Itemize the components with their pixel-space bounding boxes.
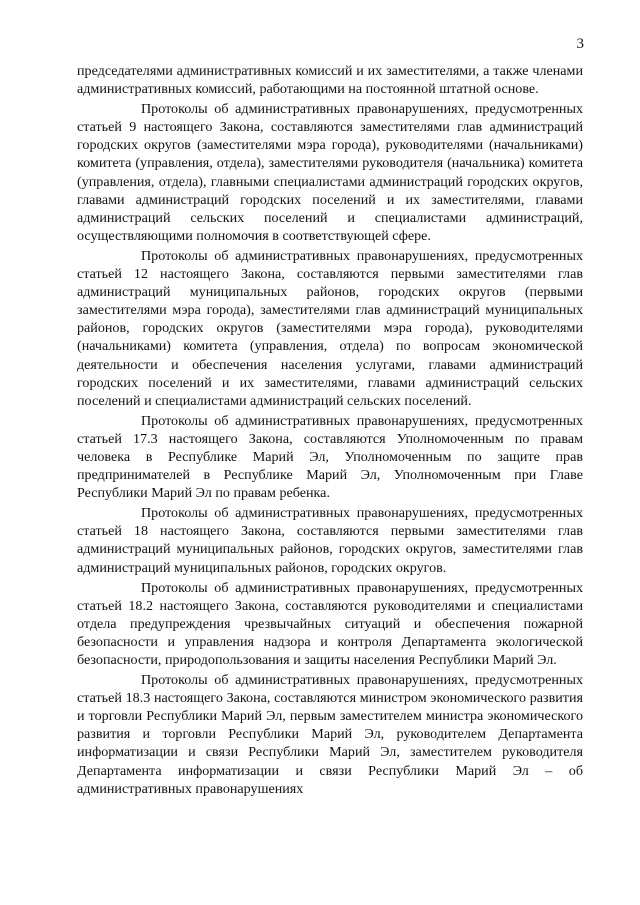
paragraph-2: Протоколы об административных правонарушениях, предусмотренных статьей 9 настоящего Закона, составляются заместителями глав администраций городских округов (заместителями мэра города), руководителями (начальниками) комитета (управления, отдела), заместителями руководителя (начальника) комитета (управления, отдела), главными специалистами администраций городских округов, главами администраций городских поселений и их заместителями, главами администраций сельских поселений и специалистами администраций, осуществляющими полномочия в соответствующей сфере. <box>77 101 583 244</box>
paragraph-7: Протоколы об административных правонарушениях, предусмотренных статьей 18.3 настоящего Закона, составляются министром экономического развития и торговли Республики Марий Эл, первым заместителем министра экономического развития и торговли Республики Марий Эл, руководителем Департамента информатизации и связи Республики Марий Эл, заместителем руководителя Департамента информатизации и связи Республики Марий Эл – об административных правонарушениях <box>77 672 583 797</box>
page-number: 3 <box>576 36 584 52</box>
paragraph-1: председателями административных комиссий и их заместителями, а также членами административных комиссий, работающими на постоянной штатной основе. <box>77 63 583 98</box>
paragraph-6: Протоколы об административных правонарушениях, предусмотренных статьей 18.2 настоящего Закона, составляются руководителями и специалистами отдела предупреждения чрезвычайных ситуаций и обеспечения пожарной безопасности и управления надзора и контроля Департамента экологической безопасности, природопользования и защиты населения Республики Марий Эл. <box>77 579 583 668</box>
document-body <box>77 62 583 800</box>
paragraph-5: Протоколы об административных правонарушениях, предусмотренных статьей 18 настоящего Закона, составляются первыми заместителями глав администраций муниципальных районов, городских округов, заместителями глав администраций муниципальных районов, городских округов. <box>77 505 583 576</box>
paragraph-4: Протоколы об административных правонарушениях, предусмотренных статьей 17.3 настоящего Закона, составляются Уполномоченным по правам человека в Республике Марий Эл, Уполномоченным по защите прав предпринимателей в Республике Марий Эл, Уполномоченным при Главе Республики Марий Эл по правам ребенка. <box>77 412 583 502</box>
paragraph-3: Протоколы об административных правонарушениях, предусмотренных статьей 12 настоящего Закона, составляются первыми заместителями глав администраций муниципальных районов, городских округов (первыми заместителями мэра города), заместителями глав администраций муниципальных районов, городских округов (заместителями мэра города), руководителями (начальниками) комитета (управления, отдела) по вопросам экономической деятельности и обеспечения населения услугами, главами администраций городских поселений и их заместителями, главами администраций сельских поселений и специалистами администраций сельских поселений. <box>77 247 583 409</box>
